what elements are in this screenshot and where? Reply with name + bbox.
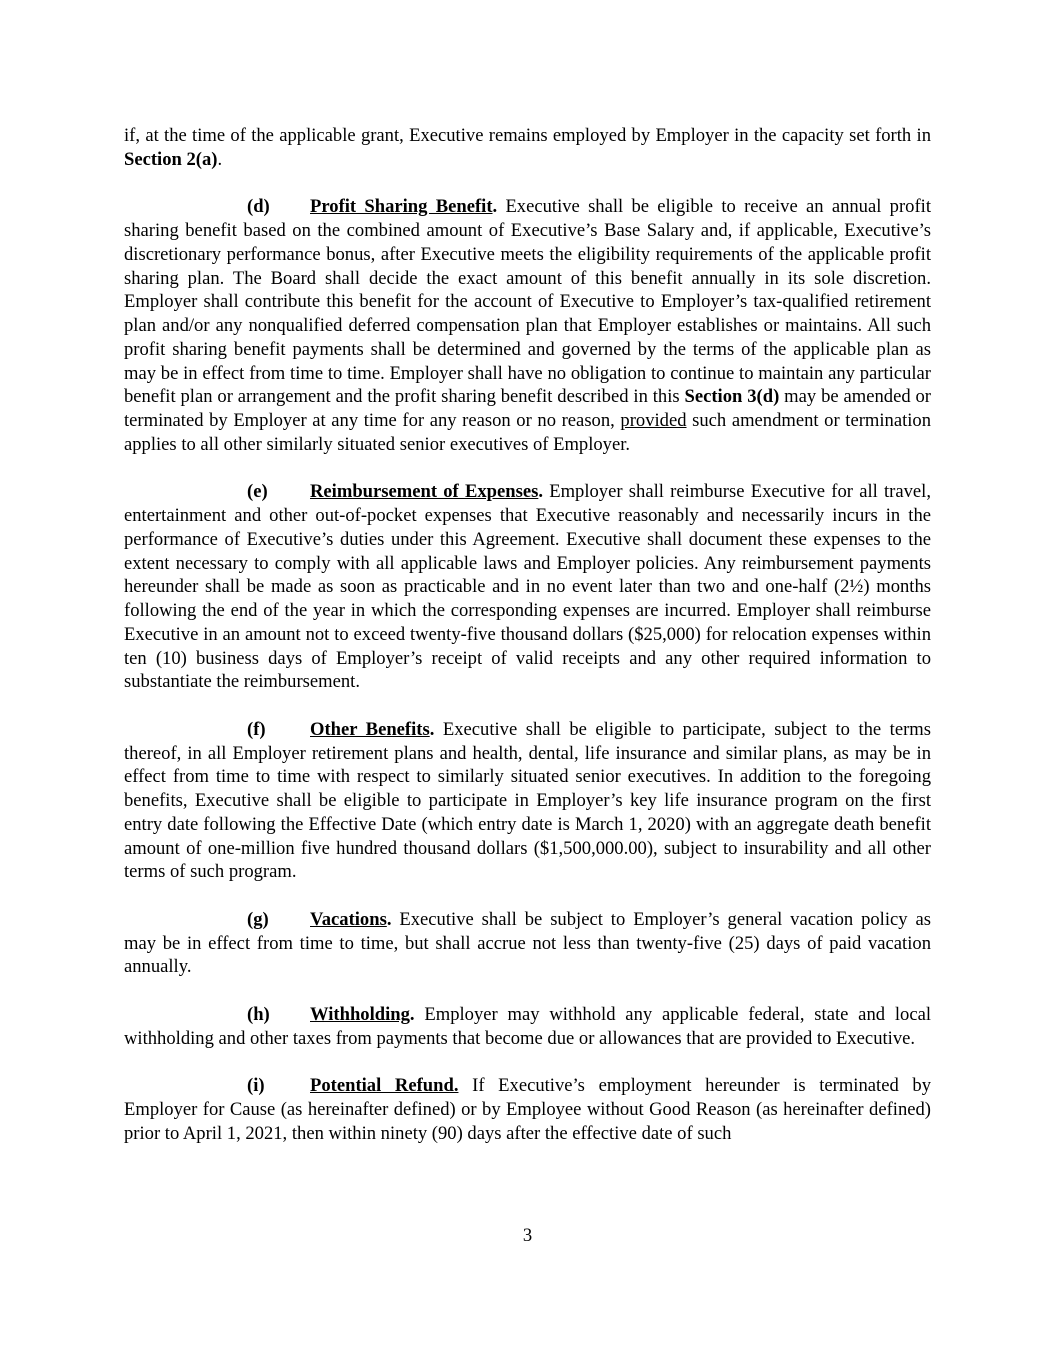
section-title-d: Profit Sharing Benefit [310,196,493,218]
section-text-i: If Executive’s employment hereunder is terminated by Employer for Cause (as hereinafter defined) or by Employee without Good Reason (as hereinafter defined) prior to April 1, 2021, then within ninety (90) days after the effective date of such [124,1075,931,1144]
paragraph-intro [124,124,931,172]
paragraph-d [124,195,931,456]
section-label-f: (f) [247,718,266,740]
document-body [124,124,931,1169]
section-ref-3d: Section 3(d) [684,386,780,408]
intro-section-ref: Section 2(a) [124,148,218,170]
section-title-e-period: . [538,481,543,503]
section-text-f: Executive shall be eligible to participate, subject to the terms thereof, in all Employer retirement plans and health, dental, life insurance and similar plans, as may be in effect from time to time with respect to similarly situated senior executives. In addition to the foregoing benefits, Executive shall be eligible to participate in Employer’s key life insurance program on the first entry date following the Effective Date (which entry date is March 1, 2020) with an aggregate death benefit amount of one-million five hundred thousand dollars ($1,500,000.00), subject to insurability and all other terms of such program. [124,718,931,883]
paragraph-g [124,908,931,979]
section-label-i: (i) [247,1075,265,1096]
section-text-d-3: such amendment or termination applies to all other similarly situated senior executives of Employer. [124,410,931,455]
paragraph-e [124,480,931,694]
section-title-d-period: . [492,196,498,218]
section-text-d: Executive shall be eligible to receive an annual profit sharing benefit based on the combined amount of Executive’s Base Salary and, if applicable, Executive’s discretionary performance bonus, after Executive meets the eligibility requirements of the applicable profit sharing plan. The Board shall decide the exact amount of this benefit annually in its sole discretion. Employer shall contribute this benefit for the account of Executive to Employer’s tax-qualified retirement plan and/or any nonqualified deferred compensation plan that Employer establishes or maintains. All such profit sharing benefit payments shall be determined and governed by the terms of the applicable plan as may be in effect from time to time. Employer shall have no obligation to continue to maintain any particular benefit plan or arrangement and the profit sharing benefit described in this [124,196,931,408]
section-title-h-period: . [409,1003,415,1025]
section-text-h: Employer may withhold any applicable federal, state and local withholding and other taxes from payments that become due or allowances that are provided to Executive. [124,1003,931,1049]
section-label-g: (g) [247,908,269,930]
provided-term: provided [620,410,687,431]
section-title-i: Potential Refund. [310,1075,459,1096]
section-title-f: Other Benefits [310,718,430,740]
section-title-g-period: . [386,908,392,930]
paragraph-i [124,1074,931,1145]
section-label-d: (d) [247,196,270,218]
section-title-e: Reimbursement of Expenses [310,481,539,503]
section-label-e: (e) [247,481,268,503]
paragraph-h [124,1003,931,1051]
section-title-g: Vacations [310,908,387,930]
paragraph-f [124,718,931,884]
intro-text-end: . [217,148,223,170]
section-title-f-period: . [429,718,435,740]
section-text-e: Employer shall reimburse Executive for all travel, entertainment and other out-of-pocket expenses that Executive reasonably and necessarily incurs in the performance of Executive’s duties under this Agreement. Executive shall document these expenses to the extent necessary to comply with all applicable laws and Employer policies. Any reimbursement payments hereunder shall be made as soon as practicable and in no event later than two and one-half (2½) months following the end of the year in which the corresponding expenses are incurred. Employer shall reimburse Executive in an amount not to exceed twenty-five thousand dollars ($25,000) for relocation expenses within ten (10) business days of Employer’s receipt of valid receipts and any other required information to substantiate the reimbursement. [124,481,931,693]
section-text-g: Executive shall be subject to Employer’s general vacation policy as may be in effect from time to time, but shall accrue not less than twenty-five (25) days of paid vacation annually. [124,908,931,978]
intro-text: if, at the time of the applicable grant, Executive remains employed by Employer in the capacity set forth in [124,125,931,146]
section-title-h: Withholding [310,1003,410,1025]
page-number: 3 [522,1225,533,1246]
section-label-h: (h) [247,1003,270,1025]
section-text-d-2: may be amended or terminated by Employer at any time for any reason or no reason, [124,386,932,431]
